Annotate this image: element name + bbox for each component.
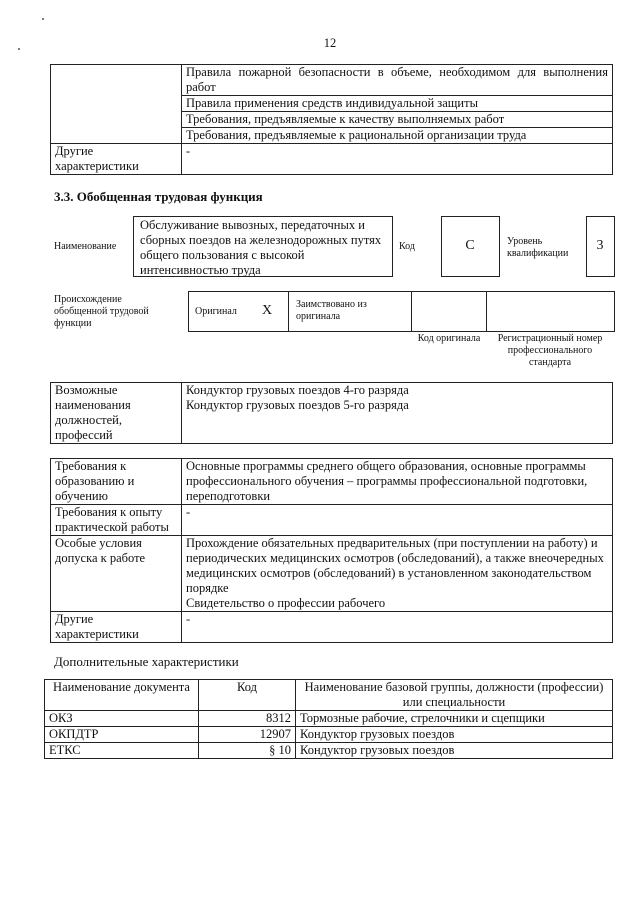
table-cell: Правила пожарной безопасности в объеме, необходимом для выполнения работ — [182, 65, 613, 96]
name-cell: Кондуктор грузовых поездов — [296, 743, 613, 759]
req-label: Требования к образованию и обучению — [51, 459, 182, 505]
code-cell: 12907 — [199, 727, 296, 743]
table-row — [51, 505, 613, 536]
positions-label: Возможные наименования должностей, профессий — [51, 383, 182, 444]
code-cell: 8312 — [199, 711, 296, 727]
code-value: C — [465, 238, 475, 253]
other-value: - — [182, 144, 613, 175]
page-number: 12 — [323, 36, 337, 50]
doc-cell: ОКЗ — [45, 711, 199, 727]
col-header: Наименование базовой группы, должности (профессии) или специальности — [296, 680, 613, 711]
top-table — [50, 64, 613, 175]
additional-title: Дополнительные характеристики — [54, 654, 239, 669]
name-cell: Тормозные рабочие, стрелочники и сцепщики — [296, 711, 613, 727]
req-label: Требования к опыту практической работы — [51, 505, 182, 536]
borrowed-label: Заимствовано из оригинала — [296, 299, 367, 322]
original-mark: X — [262, 303, 273, 318]
position-item: Кондуктор грузовых поездов 5-го разряда — [186, 398, 409, 412]
table-row — [51, 459, 613, 505]
positions-table — [50, 382, 613, 444]
table-cell: Правила применения средств индивидуальной защиты — [182, 96, 613, 112]
table-row — [51, 536, 613, 612]
origin-label: Происхождение обобщенной трудовой функции — [54, 294, 149, 329]
code-cell: § 10 — [199, 743, 296, 759]
req-value: - — [182, 612, 613, 643]
code-caption: Код оригинала — [417, 333, 481, 344]
level-value: 3 — [596, 238, 604, 253]
level-label: Уровень квалификации — [507, 236, 569, 259]
positions-values — [182, 383, 613, 444]
req-value: Основные программы среднего общего образования, основные программы профессионального обучения – программы профессиональной подготовки, переподготовки — [182, 459, 613, 505]
req-value — [182, 536, 613, 612]
section-title: 3.3. Обобщенная трудовая функция — [54, 189, 263, 204]
original-label: Оригинал — [195, 306, 237, 317]
reg-caption: Регистрационный номер профессионального стандарта — [497, 333, 603, 368]
table-row — [51, 612, 613, 643]
req-label: Особые условия допуска к работе — [51, 536, 182, 612]
table-row — [51, 65, 613, 96]
table-cell: Требования, предъявляемые к качеству выполняемых работ — [182, 112, 613, 128]
scan-speck — [18, 48, 20, 50]
scan-speck — [42, 18, 44, 20]
origin-divider — [411, 291, 412, 331]
code-label: Код — [399, 241, 415, 252]
additional-table — [44, 679, 613, 759]
req-text: Прохождение обязательных предварительных (при поступлении на работу) и периодических медицинских осмотров (обследований), а также внеочередных медицинских осмотров (обследований) в установленном законодательством порядке — [186, 536, 604, 595]
table-row — [45, 743, 613, 759]
doc-cell: ЕТКС — [45, 743, 199, 759]
origin-divider — [486, 291, 487, 331]
doc-cell: ОКПДТР — [45, 727, 199, 743]
table-row — [45, 727, 613, 743]
position-item: Кондуктор грузовых поездов 4-го разряда — [186, 383, 409, 397]
table-row — [45, 711, 613, 727]
req-value: - — [182, 505, 613, 536]
req-label: Другие характеристики — [51, 612, 182, 643]
table-cell: Требования, предъявляемые к рациональной организации труда — [182, 128, 613, 144]
other-label: Другие характеристики — [51, 144, 182, 175]
requirements-table — [50, 458, 613, 643]
name-label: Наименование — [54, 241, 117, 252]
table-row — [45, 680, 613, 711]
col-header: Наименование документа — [45, 680, 199, 711]
origin-divider — [288, 291, 289, 331]
name-cell: Кондуктор грузовых поездов — [296, 727, 613, 743]
table-row — [51, 144, 613, 175]
name-value: Обслуживание вывозных, передаточных и сборных поездов на железнодорожных путях общего пользования с высокой интенсивностью труда — [140, 218, 382, 277]
req-text: Свидетельство о профессии рабочего — [186, 596, 386, 610]
table-row — [51, 383, 613, 444]
col-header: Код — [199, 680, 296, 711]
